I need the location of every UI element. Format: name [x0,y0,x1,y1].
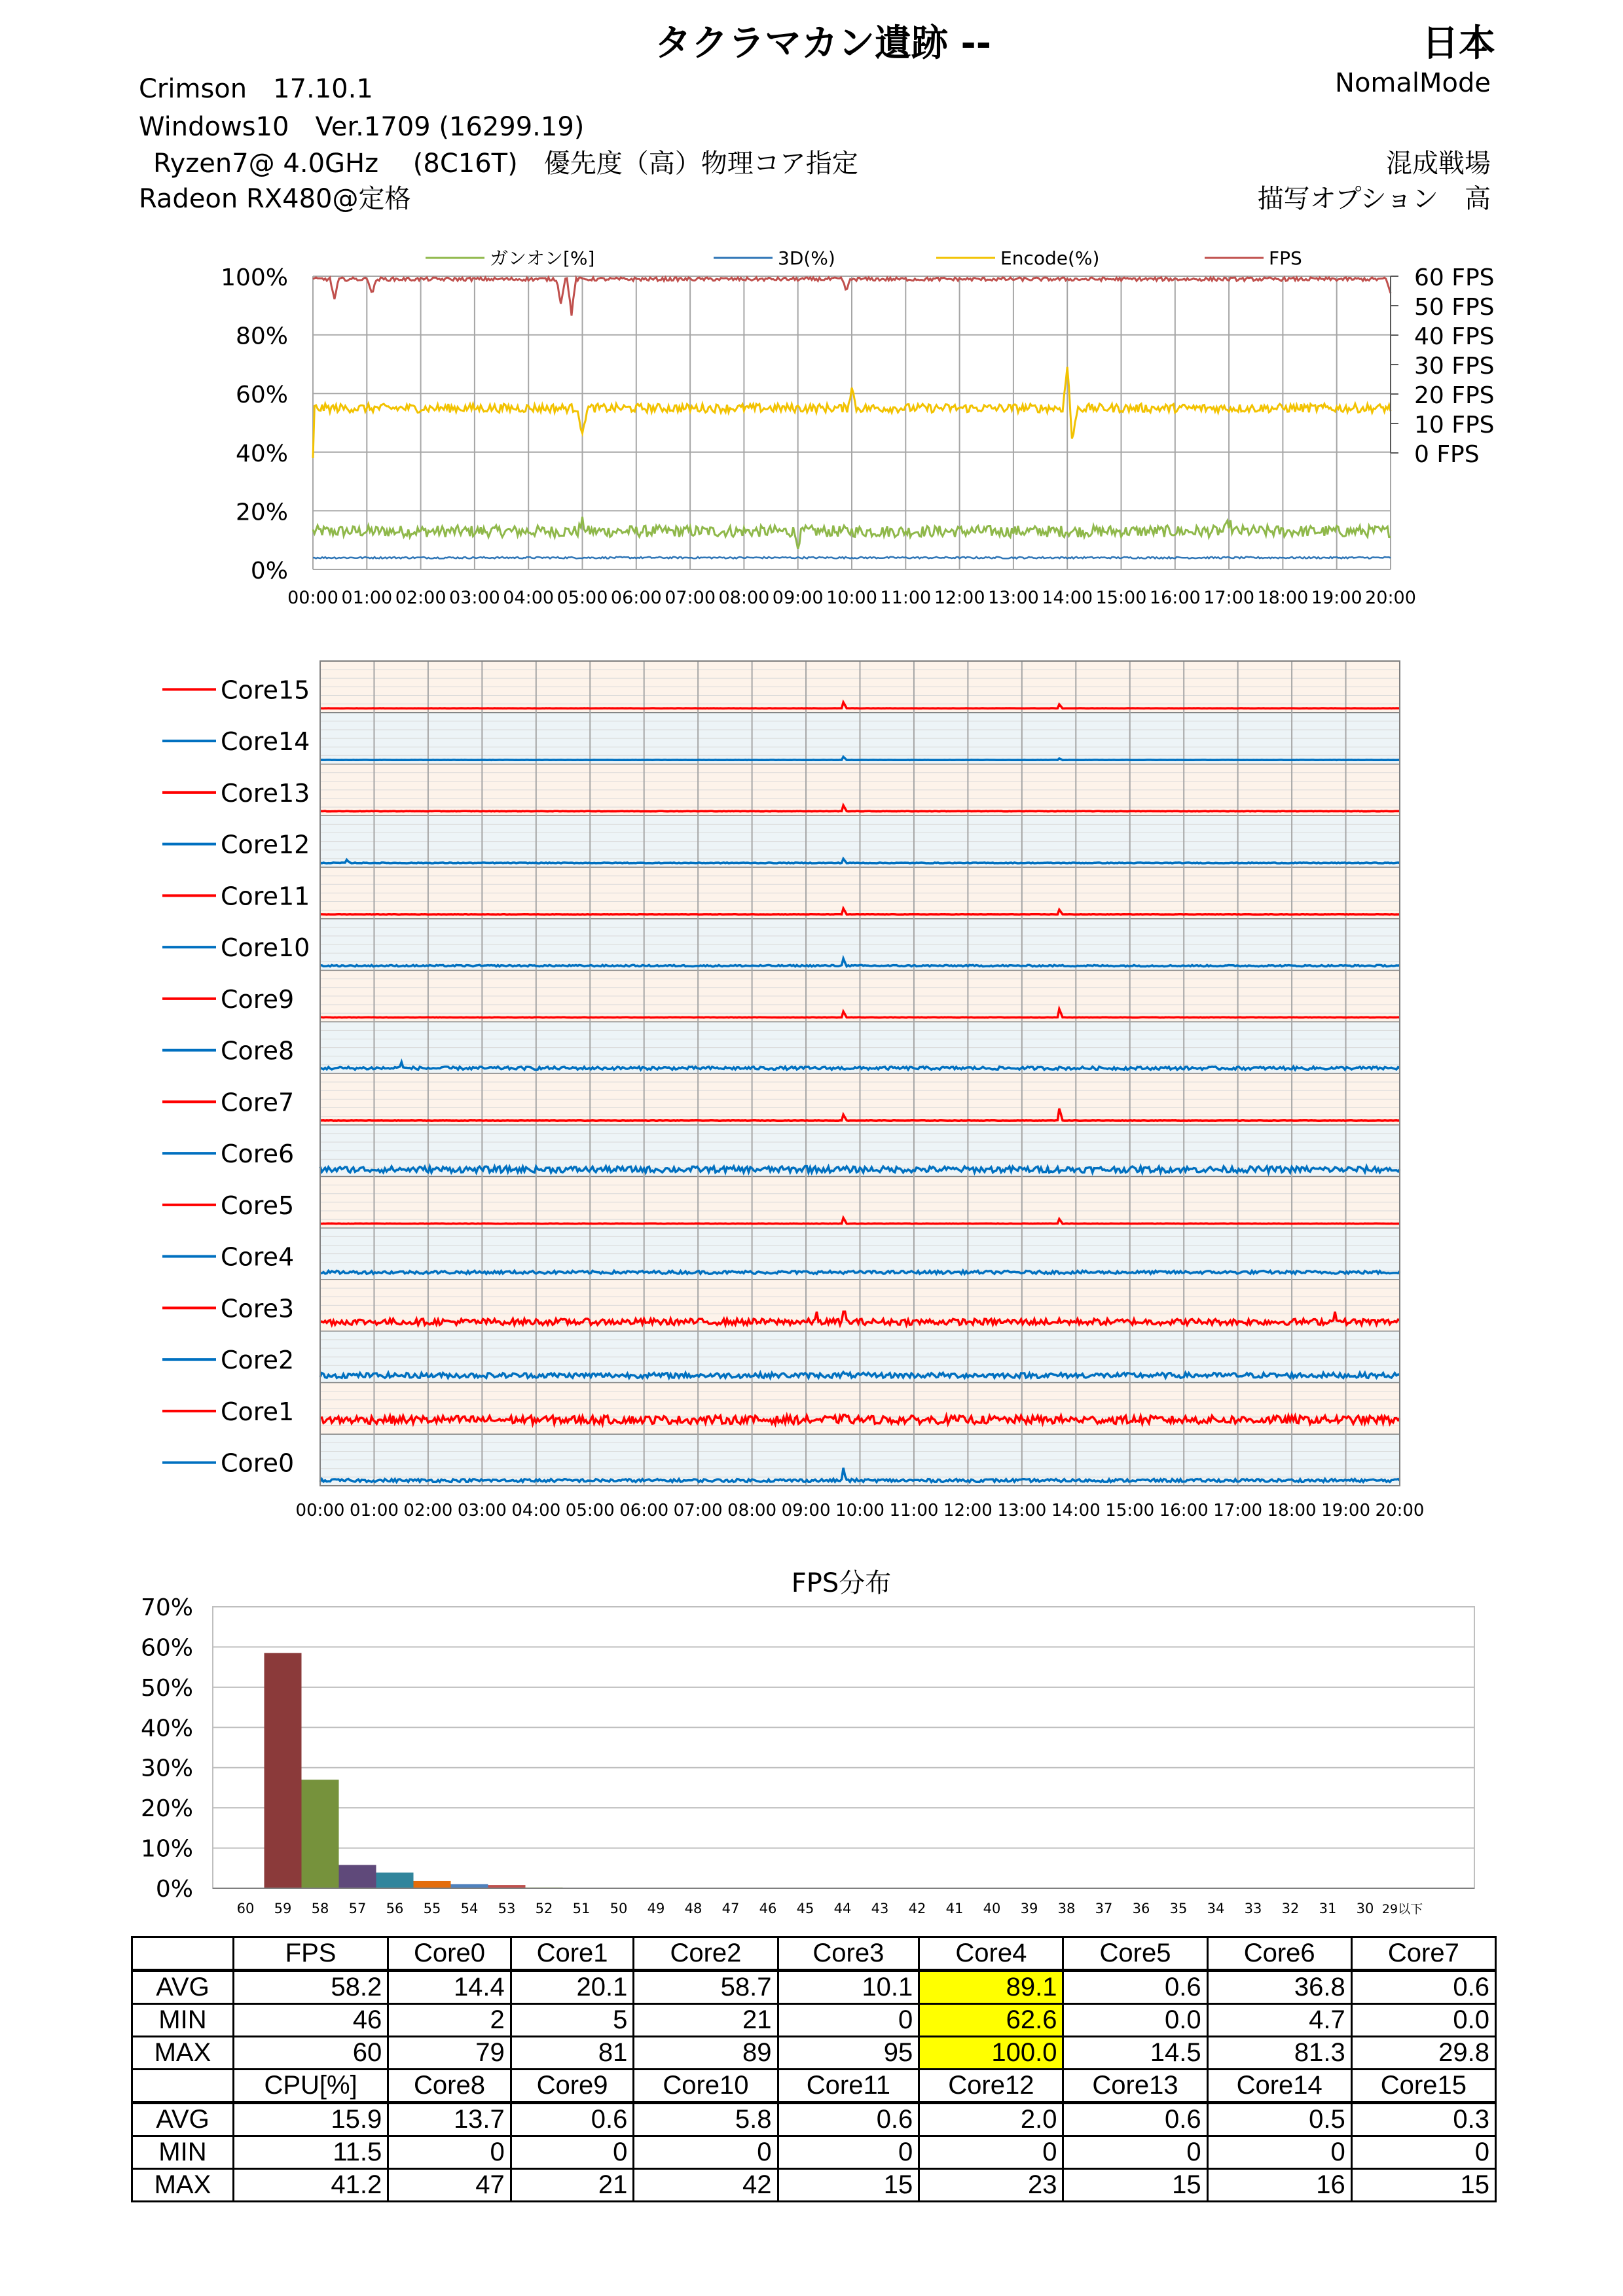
bar-57 [339,1865,376,1888]
x-tick: 06:00 [619,1501,669,1518]
table-row [132,2004,1496,2037]
page-title: タクラマカン遺跡 -- [655,22,991,65]
y-right-tick: 10 FPS [1414,412,1495,439]
x-tick: 17:00 [1203,588,1255,608]
table-cell: 29.8 [1351,2037,1495,2070]
table-cell: 2.0 [919,2103,1063,2136]
table-header-cell: Core0 [388,1937,511,1971]
table-header-row [132,1937,1496,1971]
table-cell: 0.6 [778,2103,919,2136]
x-tick: 33 [1244,1901,1262,1916]
x-tick: 13:00 [987,588,1039,608]
x-tick: 52 [535,1901,553,1916]
x-tick: 53 [498,1901,516,1916]
x-tick: 10:00 [826,588,877,608]
x-tick: 15:00 [1095,588,1147,608]
table-header-cell: FPS [233,1937,388,1971]
table-header-cell: CPU[%] [233,2070,388,2103]
core-legend-label: Core12 [221,830,310,859]
x-tick: 46 [759,1901,777,1916]
y-right-tick: 40 FPS [1414,323,1495,350]
x-tick: 58 [311,1901,329,1916]
usage-fps-chart [0,236,1623,628]
x-tick: 00:00 [295,1501,345,1518]
driver-version: Crimson 17.10.1 [139,74,373,104]
core-legend-label: Core4 [221,1242,295,1272]
cpu-config: Ryzen7@ 4.0GHz (8C16T) 優先度（高）物理コア指定 [153,149,858,179]
y-left-tick: 40% [235,440,288,467]
table-cell: 60 [233,2037,388,2070]
bar-58 [302,1780,339,1888]
core-legend-label: Core6 [221,1139,295,1169]
x-tick: 41 [945,1901,964,1916]
stats-table [131,1936,1497,2202]
table-cell: 20.1 [511,1971,634,2004]
x-tick: 06:00 [610,588,662,608]
scene-label: 混成戦場 [1386,149,1491,179]
x-tick: 34 [1207,1901,1225,1916]
x-tick: 16:00 [1159,1501,1209,1518]
core-legend-label: Core1 [221,1397,295,1426]
table-cell: 46 [233,2004,388,2037]
table-cell: 41.2 [233,2169,388,2202]
x-tick: 20:00 [1365,588,1416,608]
x-tick: 03:00 [448,588,500,608]
x-tick: 17:00 [1213,1501,1263,1518]
gpu-config: Radeon RX480@定格 [139,184,411,214]
x-tick: 01:00 [349,1501,399,1518]
table-cell: 81.3 [1207,2037,1351,2070]
core-legend-label: Core9 [221,984,295,1014]
core-legend-label: Core11 [221,882,310,911]
y-tick: 10% [140,1835,193,1863]
x-tick: 14:00 [1042,588,1093,608]
bar-59 [264,1653,302,1888]
table-cell: 62.6 [919,2004,1063,2037]
x-tick: 10:00 [835,1501,884,1518]
row-label: AVG [132,2103,234,2136]
x-tick: 51 [572,1901,591,1916]
table-cell: 58.7 [634,1971,778,2004]
y-tick: 0% [155,1876,193,1903]
chart3-title: FPS分布 [791,1568,892,1598]
table-row [132,2103,1496,2136]
table-cell: 89.1 [919,1971,1063,2004]
table-header-cell: Core8 [388,2070,511,2103]
chart3-bars [264,1653,787,1888]
table-cell: 0 [1207,2136,1351,2169]
x-tick: 57 [348,1901,367,1916]
y-left-tick: 100% [221,264,288,291]
y-right-tick: 0 FPS [1414,441,1480,468]
y-left-tick: 80% [235,323,288,350]
x-tick: 54 [460,1901,479,1916]
table-cell: 23 [919,2169,1063,2202]
x-tick: 50 [610,1901,628,1916]
region-label: 日本 [1422,22,1495,65]
table-row [132,2037,1496,2070]
table-row [132,1971,1496,2004]
table-header-cell: Core1 [511,1937,634,1971]
bar-55 [414,1881,451,1888]
table-cell: 13.7 [388,2103,511,2136]
table-cell: 21 [634,2004,778,2037]
x-tick: 38 [1057,1901,1076,1916]
y-right-tick: 60 FPS [1414,264,1495,291]
y-tick: 60% [140,1634,193,1662]
table-header-cell: Core2 [634,1937,778,1971]
table-cell: 4.7 [1207,2004,1351,2037]
table-header-cell: Core12 [919,2070,1063,2103]
table-header-cell: Core5 [1063,1937,1207,1971]
chart1-legend [426,247,1302,269]
table-header-cell: Core7 [1351,1937,1495,1971]
y-left-tick: 60% [235,382,288,409]
core-legend-label: Core15 [221,675,310,705]
table-cell: 47 [388,2169,511,2202]
table-cell: 15 [778,2169,919,2202]
y-tick: 40% [140,1715,193,1742]
core-legend-label: Core14 [221,727,310,757]
core-legend-label: Core8 [221,1036,295,1066]
table-cell: 79 [388,2037,511,2070]
x-tick: 37 [1095,1901,1113,1916]
x-tick: 13:00 [997,1501,1047,1518]
table-cell: 81 [511,2037,634,2070]
x-tick: 07:00 [665,588,716,608]
core-legend-label: Core3 [221,1294,295,1323]
x-tick: 48 [684,1901,702,1916]
table-header-cell: Core15 [1351,2070,1495,2103]
x-tick: 11:00 [889,1501,939,1518]
table-cell: 89 [634,2037,778,2070]
table-cell: 0.5 [1207,2103,1351,2136]
bar-56 [376,1873,414,1888]
x-tick: 30 [1356,1901,1374,1916]
table-cell: 0 [1351,2136,1495,2169]
legend-label: 3D(%) [778,247,835,269]
x-tick: 00:00 [287,588,338,608]
x-tick: 39 [1020,1901,1038,1916]
x-tick: 49 [647,1901,665,1916]
x-tick: 18:00 [1257,588,1309,608]
table-cell: 0.3 [1351,2103,1495,2136]
y-right-tick: 50 FPS [1414,294,1495,321]
core-legend-label: Core10 [221,933,310,963]
x-tick: 42 [908,1901,926,1916]
x-tick: 04:00 [503,588,555,608]
table-header-cell [132,1937,234,1971]
table-cell: 2 [388,2004,511,2037]
table-cell: 36.8 [1207,1971,1351,2004]
x-tick: 02:00 [403,1501,453,1518]
os-version: Windows10 Ver.1709 (16299.19) [139,112,585,142]
x-tick: 43 [871,1901,889,1916]
x-tick: 09:00 [781,1501,831,1518]
x-tick: 12:00 [943,1501,993,1518]
table-cell: 0 [511,2136,634,2169]
table-header-cell: Core13 [1063,2070,1207,2103]
table-cell: 14.5 [1063,2037,1207,2070]
x-tick: 18:00 [1267,1501,1317,1518]
x-tick: 45 [796,1901,814,1916]
table-cell: 0.0 [1063,2004,1207,2037]
table-cell: 0.6 [1351,1971,1495,2004]
x-tick: 12:00 [934,588,985,608]
x-tick: 56 [386,1901,404,1916]
core-legend-label: Core5 [221,1191,295,1220]
chart3-grid [213,1607,1474,1888]
row-label: MIN [132,2004,234,2037]
core-usage-chart [0,655,1623,1518]
table-cell: 15 [1351,2169,1495,2202]
y-tick: 30% [140,1755,193,1782]
y-left-tick: 20% [235,499,288,526]
table-cell: 0 [778,2136,919,2169]
chart2-grid [320,661,1400,1486]
x-tick: 20:00 [1375,1501,1425,1518]
chart1-axes [221,264,1494,608]
y-tick: 20% [140,1795,193,1823]
x-tick: 05:00 [565,1501,615,1518]
table-cell: 0.6 [511,2103,634,2136]
x-tick: 40 [983,1901,1001,1916]
table-cell: 5 [511,2004,634,2037]
table-header-cell: Core3 [778,1937,919,1971]
x-tick: 02:00 [395,588,447,608]
table-cell: 10.1 [778,1971,919,2004]
row-label: MAX [132,2037,234,2070]
core-legend-label: Core7 [221,1088,295,1117]
x-tick: 01:00 [341,588,393,608]
x-tick: 44 [833,1901,852,1916]
table-cell: 21 [511,2169,634,2202]
x-tick: 16:00 [1149,588,1201,608]
x-tick: 05:00 [556,588,608,608]
y-left-tick: 0% [250,558,288,584]
x-tick: 08:00 [718,588,770,608]
fps-distribution-chart [0,1558,1623,1931]
table-cell: 14.4 [388,1971,511,2004]
table-cell: 100.0 [919,2037,1063,2070]
table-header-cell: Core10 [634,2070,778,2103]
x-tick: 14:00 [1051,1501,1101,1518]
table-row [132,2169,1496,2202]
x-tick: 07:00 [673,1501,723,1518]
table-cell: 11.5 [233,2136,388,2169]
legend-label: Encode(%) [1000,247,1100,269]
x-tick: 19:00 [1311,588,1362,608]
x-tick: 09:00 [772,588,824,608]
x-tick: 08:00 [727,1501,777,1518]
legend-label: FPS [1269,247,1302,269]
y-right-tick: 20 FPS [1414,382,1495,409]
table-cell: 16 [1207,2169,1351,2202]
mode-label: NomalMode [1335,68,1491,98]
x-tick: 35 [1169,1901,1188,1916]
x-tick: 03:00 [457,1501,507,1518]
table-cell: 58.2 [233,1971,388,2004]
table-cell: 15 [1063,2169,1207,2202]
table-cell: 0 [388,2136,511,2169]
x-tick: 32 [1281,1901,1300,1916]
legend-label: ガンオン[%] [490,247,595,269]
table-cell: 95 [778,2037,919,2070]
y-tick: 70% [140,1594,193,1621]
core-legend-label: Core2 [221,1346,295,1375]
table-cell: 0 [919,2136,1063,2169]
y-right-tick: 30 FPS [1414,353,1495,380]
table-cell: 0 [1063,2136,1207,2169]
plot-frame [213,1607,1474,1888]
x-tick: 04:00 [511,1501,561,1518]
table-cell: 5.8 [634,2103,778,2136]
x-tick: 59 [274,1901,292,1916]
table-cell: 0 [634,2136,778,2169]
table-cell: 0 [778,2004,919,2037]
x-tick: 29以下 [1381,1902,1423,1916]
table-cell: 42 [634,2169,778,2202]
table-header-cell: Core4 [919,1937,1063,1971]
table-header-cell: Core9 [511,2070,634,2103]
table-header-cell: Core11 [778,2070,919,2103]
row-label: MIN [132,2136,234,2169]
table-header-cell [132,2070,234,2103]
core-legend-label: Core0 [221,1448,295,1478]
table-cell: 15.9 [233,2103,388,2136]
table-header-cell: Core14 [1207,2070,1351,2103]
quality-label: 描写オプション 高 [1257,184,1491,214]
y-tick: 50% [140,1674,193,1702]
core-legend-label: Core13 [221,778,310,808]
table-cell: 0.0 [1351,2004,1495,2037]
chart2-legend [162,675,310,1477]
x-tick: 55 [423,1901,441,1916]
table-header-cell: Core6 [1207,1937,1351,1971]
x-tick: 11:00 [880,588,932,608]
x-tick: 47 [721,1901,740,1916]
x-tick: 19:00 [1321,1501,1371,1518]
table-row [132,2136,1496,2169]
row-label: MAX [132,2169,234,2202]
table-cell: 0.6 [1063,1971,1207,2004]
table-header-row [132,2070,1496,2103]
x-tick: 36 [1132,1901,1150,1916]
row-label: AVG [132,1971,234,2004]
table-cell: 0.6 [1063,2103,1207,2136]
x-tick: 15:00 [1105,1501,1155,1518]
x-tick: 31 [1319,1901,1337,1916]
x-tick: 60 [236,1901,255,1916]
